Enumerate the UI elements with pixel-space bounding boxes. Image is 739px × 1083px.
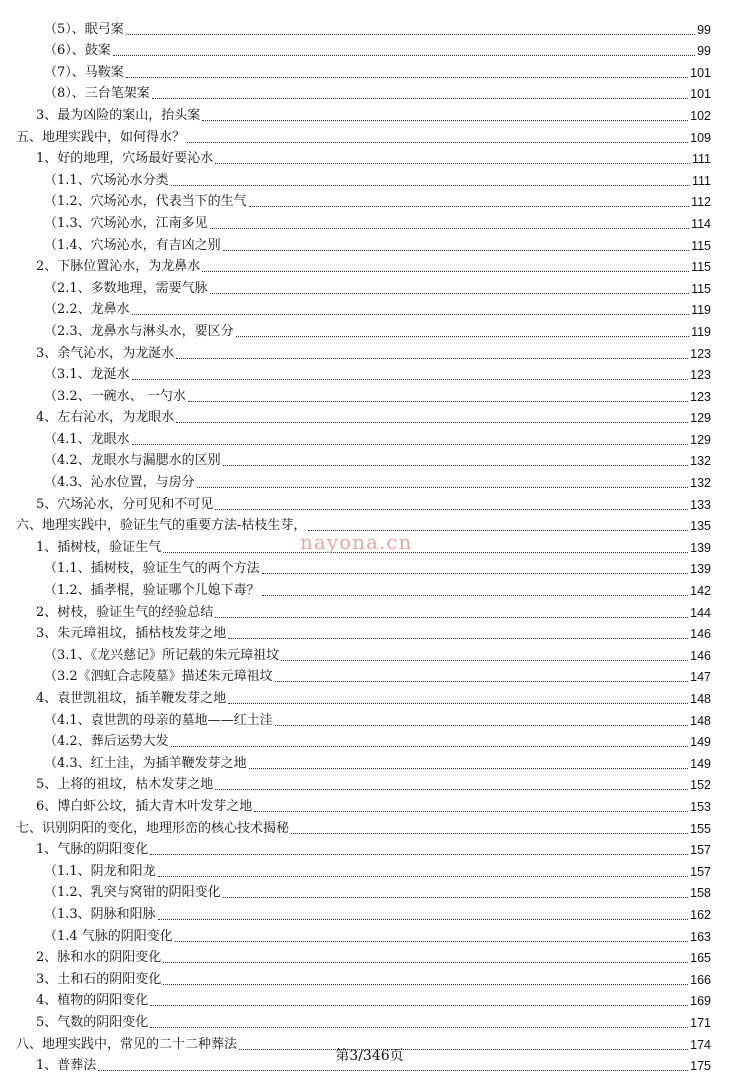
toc-entry[interactable] — [0, 923, 739, 945]
toc-entry[interactable] — [0, 340, 739, 362]
toc-entry-title: （1.4、穴场沁水，有吉凶之别 — [44, 237, 221, 253]
toc-entry-title: 1、插树枝，验证生气 — [36, 539, 162, 555]
toc-entry[interactable] — [0, 146, 739, 168]
toc-entry[interactable] — [0, 642, 739, 664]
toc-entry[interactable] — [0, 297, 739, 319]
dot-leader — [262, 595, 688, 596]
toc-entry[interactable] — [0, 189, 739, 211]
toc-entry-title: 4、植物的阴阳变化 — [36, 993, 149, 1009]
toc-entry-title: （8）、三台笔架案 — [44, 86, 150, 102]
toc-entry-title: 1、普葬法 — [36, 1058, 97, 1074]
toc-entry[interactable] — [0, 750, 739, 772]
page-footer: 第3/346页 — [335, 1048, 404, 1064]
toc-entry[interactable] — [0, 858, 739, 880]
dot-leader — [176, 422, 688, 423]
toc-entry-page-number: 132 — [690, 476, 711, 491]
dot-leader — [223, 465, 688, 466]
toc-entry-title: （3.2、一碗水、 一勺水 — [44, 388, 186, 404]
toc-entry-page-number: 146 — [690, 648, 711, 663]
toc-entry-page-number: 153 — [690, 799, 711, 814]
toc-entry-page-number: 146 — [690, 627, 711, 642]
toc-entry-title: 1、好的地理，穴场最好要沁水 — [36, 151, 214, 167]
toc-entry-page-number: 165 — [690, 951, 711, 966]
toc-entry-title: 3、余气沁水，为龙涎水 — [36, 345, 175, 361]
toc-entry[interactable] — [0, 577, 739, 599]
toc-entry-page-number: 157 — [690, 843, 711, 858]
toc-entry-title: （1.3、阴脉和阳脉 — [44, 906, 156, 922]
toc-entry-page-number: 132 — [690, 454, 711, 469]
toc-entry[interactable] — [0, 729, 739, 751]
toc-entry-page-number: 99 — [697, 44, 711, 59]
dot-leader — [188, 401, 688, 402]
dot-leader — [223, 897, 688, 898]
toc-entry-page-number: 171 — [690, 1015, 711, 1030]
toc-entry-title: 5、上将的祖坟，枯木发芽之地 — [36, 777, 214, 793]
toc-entry-page-number: 158 — [690, 886, 711, 901]
toc-entry-page-number: 163 — [690, 929, 711, 944]
toc-entry-page-number: 166 — [690, 972, 711, 987]
dot-leader — [291, 833, 688, 834]
toc-entry-page-number: 111 — [691, 152, 711, 167]
toc-entry-page-number: 111 — [691, 173, 711, 188]
toc-entry-title: （1.2、乳突与窝钳的阴阳变化 — [44, 885, 221, 901]
toc-entry[interactable] — [0, 16, 739, 38]
dot-leader — [163, 984, 688, 985]
toc-entry-page-number: 157 — [690, 864, 711, 879]
dot-leader — [210, 293, 689, 294]
toc-entry[interactable] — [0, 772, 739, 794]
dot-leader — [275, 725, 688, 726]
toc-entry-title: （4.2、葬后运势大发 — [44, 734, 169, 750]
dot-leader — [163, 962, 688, 963]
toc-entry-title: 六、地理实践中，验证生气的重要方法-枯枝生芽， — [16, 518, 307, 534]
toc-entry-title: （1.1、阴龙和阳龙 — [44, 863, 156, 879]
toc-entry-page-number: 99 — [697, 22, 711, 37]
toc-entry-title: （4.2、龙眼水与漏腮水的区别 — [44, 453, 221, 469]
dot-leader — [171, 185, 690, 186]
toc-entry-title: （3.1、龙涎水 — [44, 367, 130, 383]
toc-entry-page-number: 123 — [690, 368, 711, 383]
toc-entry[interactable] — [0, 383, 739, 405]
toc-entry-page-number: 142 — [690, 584, 711, 599]
toc-entry-title: （2.3、龙鼻水与淋头水，要区分 — [44, 323, 234, 339]
toc-entry-title: （6）、鼓案 — [44, 43, 111, 59]
toc-entry-title: （2.2、龙鼻水 — [44, 302, 130, 318]
toc-entry-page-number: 119 — [691, 303, 711, 318]
toc-entry-title: （4.3、沁水位置，与房分 — [44, 475, 195, 491]
toc-entry-page-number: 112 — [691, 195, 711, 210]
dot-leader — [223, 250, 689, 251]
dot-leader — [150, 1005, 688, 1006]
toc-entry[interactable] — [0, 167, 739, 189]
toc-entry-page-number: 115 — [691, 260, 711, 275]
toc-entry-title: （1.1、穴场沁水分类 — [44, 172, 169, 188]
toc-entry[interactable] — [0, 685, 739, 707]
toc-entry[interactable] — [0, 275, 739, 297]
dot-leader — [132, 314, 689, 315]
toc-entry[interactable] — [0, 599, 739, 621]
toc-entry-page-number: 123 — [690, 346, 711, 361]
toc-entry-title: 2、树枝，验证生气的经验总结 — [36, 604, 214, 620]
toc-entry-page-number: 101 — [690, 65, 711, 80]
dot-leader — [228, 638, 688, 639]
toc-entry-title: （5）、眠弓案 — [44, 21, 124, 37]
toc-entry[interactable] — [0, 556, 739, 578]
toc-entry[interactable] — [0, 426, 739, 448]
toc-entry-title: （1.3、穴场沁水，江南多见 — [44, 215, 208, 231]
dot-leader — [158, 876, 688, 877]
toc-entry-page-number: 109 — [690, 130, 711, 145]
dot-leader — [152, 98, 688, 99]
dot-leader — [132, 379, 688, 380]
dot-leader — [175, 941, 688, 942]
dot-leader — [150, 854, 688, 855]
toc-entry-title: 6、博白虾公坟，插大青木叶发芽之地 — [36, 798, 253, 814]
toc-entry-page-number: 169 — [690, 994, 711, 1009]
dot-leader — [176, 358, 688, 359]
toc-entry-page-number: 152 — [690, 778, 711, 793]
toc-entry[interactable] — [0, 901, 739, 923]
dot-leader — [113, 55, 695, 56]
dot-leader — [249, 206, 689, 207]
toc-entry-page-number: 101 — [690, 87, 711, 102]
toc-entry[interactable] — [0, 448, 739, 470]
toc-entry-title: 5、穴场沁水，分可见和不可见 — [36, 496, 214, 512]
toc-entry-title: 4、袁世凯祖坟，插羊鞭发芽之地 — [36, 691, 227, 706]
toc-entry[interactable] — [0, 38, 739, 60]
dot-leader — [236, 336, 689, 337]
toc-entry[interactable] — [0, 491, 739, 513]
toc-entry-page-number: 162 — [690, 907, 711, 922]
toc-entry-title: 3、土和石的阴阳变化 — [36, 971, 162, 987]
toc-entry-page-number: 129 — [690, 432, 711, 447]
toc-entry[interactable] — [0, 664, 739, 686]
dot-leader — [215, 163, 690, 164]
dot-leader — [215, 789, 688, 790]
dot-leader — [215, 617, 688, 618]
toc-entry-title: （3.2《泗虹合志陵墓》描述朱元璋祖坟 — [44, 669, 273, 685]
dot-leader — [126, 77, 688, 78]
toc-entry[interactable] — [0, 469, 739, 491]
dot-leader — [210, 228, 689, 229]
toc-entry-page-number: 135 — [690, 519, 711, 534]
dot-leader — [126, 34, 695, 35]
toc-entry-title: （4.1、龙眼水 — [44, 431, 130, 447]
toc-entry-title: （7）、马鞍案 — [44, 64, 124, 80]
toc-entry-title: 2、下脉位置沁水，为龙鼻水 — [36, 259, 201, 275]
toc-entry[interactable] — [0, 59, 739, 81]
toc-entry[interactable] — [0, 362, 739, 384]
toc-entry-page-number: 149 — [690, 735, 711, 750]
toc-entry[interactable] — [0, 621, 739, 643]
toc-entry-title: （4.1、袁世凯的母亲的墓地——红土洼 — [44, 712, 273, 728]
dot-leader — [202, 271, 689, 272]
toc-entry[interactable] — [0, 210, 739, 232]
toc-entry-page-number: 115 — [691, 238, 711, 253]
toc-entry[interactable] — [0, 232, 739, 254]
toc-entry[interactable] — [0, 254, 739, 276]
dot-leader — [275, 681, 688, 682]
dot-leader — [281, 660, 688, 661]
toc-entry[interactable] — [0, 966, 739, 988]
toc-entry-page-number: 102 — [690, 108, 711, 123]
toc-entry-title: 七、识别阴阳的变化，地理形峦的核心技术揭秘 — [16, 820, 290, 836]
dot-leader — [197, 487, 688, 488]
toc-entry-page-number: 114 — [691, 216, 711, 231]
toc-entry-page-number: 155 — [690, 821, 711, 836]
toc-entry-title: 2、脉和水的阴阳变化 — [36, 950, 162, 966]
dot-leader — [262, 573, 688, 574]
toc-entry-title: （4.3、红土洼，为插羊鞭发芽之地 — [44, 755, 247, 771]
dot-leader — [132, 444, 688, 445]
toc-entry-title: 八、地理实践中，常见的二十二种葬法 — [16, 1036, 238, 1052]
toc-entry-page-number: 115 — [691, 281, 711, 296]
toc-entry-title: （3.1、《龙兴慈记》所记载的朱元璋祖坟 — [44, 647, 280, 663]
dot-leader — [254, 811, 688, 812]
dot-leader — [98, 1070, 688, 1071]
toc-entry-page-number: 149 — [690, 756, 711, 771]
toc-entry-title: （1.4 气脉的阴阳变化 — [44, 928, 173, 944]
dot-leader — [171, 746, 688, 747]
toc-entry[interactable] — [0, 815, 739, 837]
dot-leader — [187, 142, 688, 143]
toc-entry-page-number: 144 — [690, 605, 711, 620]
toc-entry[interactable] — [0, 988, 739, 1010]
toc-entry-page-number: 133 — [690, 497, 711, 512]
watermark-text: nayona.cn — [300, 530, 413, 554]
toc-entry-title: （1.2、穴场沁水，代表当下的生气 — [44, 194, 247, 210]
toc-entry-page-number: 139 — [690, 562, 711, 577]
toc-entry[interactable] — [0, 793, 739, 815]
toc-entry[interactable] — [0, 707, 739, 729]
toc-entry-page-number: 123 — [690, 389, 711, 404]
dot-leader — [249, 768, 688, 769]
toc-entry-page-number: 174 — [690, 1037, 711, 1052]
toc-entry-title: 3、最为凶险的案山，抬头案 — [36, 107, 201, 123]
toc-entry-page-number: 129 — [690, 411, 711, 426]
toc-entry[interactable] — [0, 405, 739, 427]
toc-entry[interactable] — [0, 880, 739, 902]
toc-entry-page-number: 139 — [690, 540, 711, 555]
toc-entry-title: 4、左右沁水，为龙眼水 — [36, 410, 175, 426]
toc-entry-title: 3、朱元璋祖坟，插枯枝发芽之地 — [36, 626, 227, 642]
toc-entry[interactable] — [0, 945, 739, 967]
toc-entry-page-number: 148 — [690, 692, 711, 706]
toc-entry-title: （1.1、插树枝，验证生气的两个方法 — [44, 561, 260, 577]
toc-entry[interactable] — [0, 837, 739, 859]
toc-entry[interactable] — [0, 81, 739, 103]
dot-leader — [158, 919, 688, 920]
toc-entry[interactable] — [0, 1009, 739, 1031]
toc-entry[interactable] — [0, 124, 739, 146]
toc-entry-page-number: 175 — [690, 1059, 711, 1074]
toc-entry-title: 5、气数的阴阳变化 — [36, 1014, 149, 1030]
toc-entry[interactable] — [0, 318, 739, 340]
toc-entry-title: （2.1、多数地理，需要气脉 — [44, 280, 208, 296]
dot-leader — [202, 120, 688, 121]
dot-leader — [215, 509, 688, 510]
toc-entry[interactable] — [0, 102, 739, 124]
toc-entry-page-number: 147 — [690, 670, 711, 685]
dot-leader — [150, 1027, 688, 1028]
dot-leader — [163, 552, 688, 553]
toc-entry-title: （1.2、插孝棍，验证哪个儿媳下毒？ — [44, 583, 260, 599]
toc-entry-title: 1、气脉的阴阳变化 — [36, 842, 149, 858]
toc-entry-page-number: 148 — [690, 713, 711, 728]
dot-leader — [228, 703, 688, 704]
toc-entry-title: 五、地理实践中，如何得水？ — [16, 129, 186, 145]
toc-entry-page-number: 119 — [691, 324, 711, 339]
